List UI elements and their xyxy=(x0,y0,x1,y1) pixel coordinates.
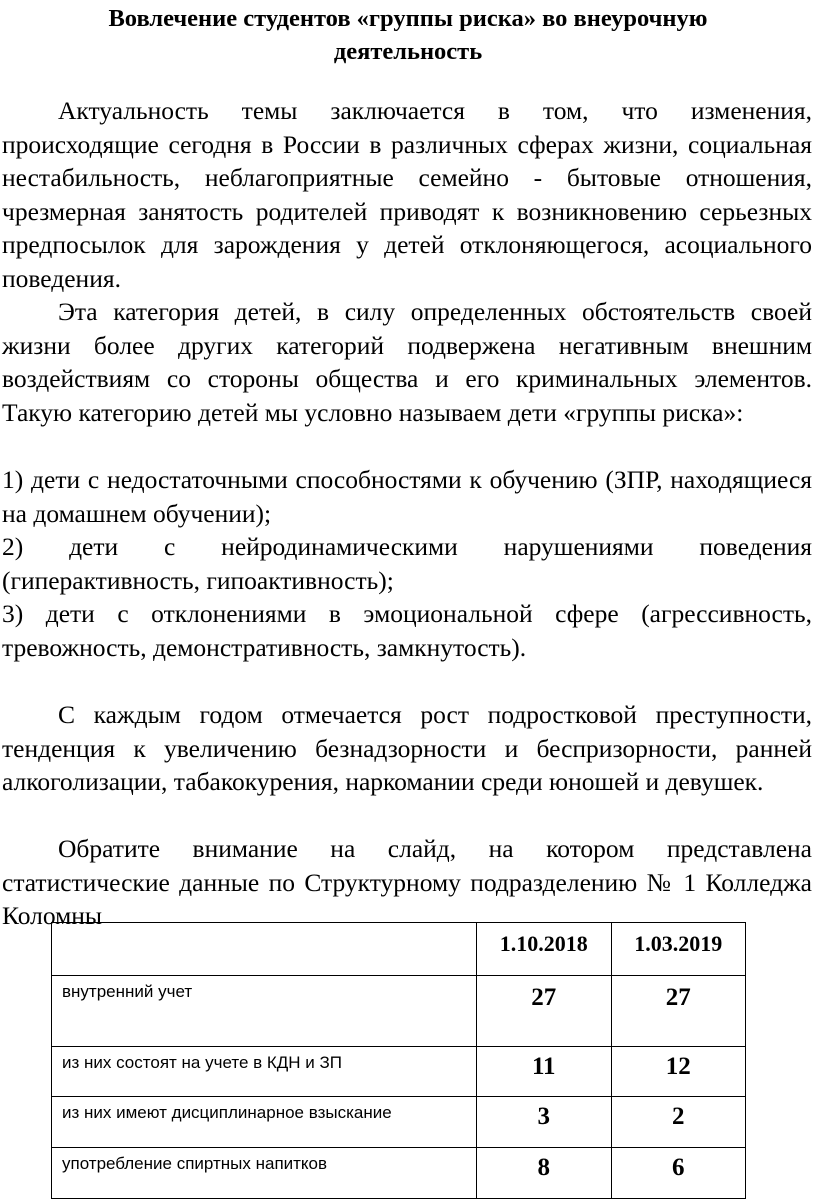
row-value-2018: 27 xyxy=(477,976,612,1047)
table-header-row xyxy=(52,923,746,976)
table-row xyxy=(52,976,746,1047)
row-label: внутренний учет xyxy=(52,976,477,1047)
row-value-2019: 2 xyxy=(611,1097,746,1148)
table-row xyxy=(52,1097,746,1148)
title-line-2: деятельность xyxy=(333,38,483,65)
paragraph-slide: Обратите внимание на слайд, на котором представлена статистические данные по Структурному подразделению № 1 Колледжа Коломны xyxy=(2,834,812,931)
statistics-table xyxy=(51,922,746,1199)
row-value-2019: 6 xyxy=(611,1148,746,1199)
paragraph-relevance: Актуальность темы заключается в том, что изменения, происходящие сегодня в России в различных сферах жизни, социальная нестабильность, неблагоприятные семейно - бытовые отношения, чрезмерная занятость родителей приводят к возникновению серьезных предпосылок для зарождения у детей отклоняющегося, асоциального поведения. xyxy=(2,96,812,293)
row-value-2019: 12 xyxy=(611,1047,746,1097)
document-title xyxy=(0,2,816,68)
table-header-cell xyxy=(52,923,477,976)
row-label: из них состоят на учете в КДН и ЗП xyxy=(52,1047,477,1097)
table-header-cell: 1.10.2018 xyxy=(477,923,612,976)
paragraph-category: Эта категория детей, в силу определенных обстоятельств своей жизни более других категорий подвержена негативным внешним воздействиям со стороны общества и его криминальных элементов. Такую категорию детей мы условно называем дети «группы риска»: xyxy=(2,297,812,427)
row-label: употребление спиртных напитков xyxy=(52,1148,477,1199)
title-line-1: Вовлечение студентов «группы риска» во внеурочную xyxy=(108,5,708,32)
table-row xyxy=(52,1148,746,1199)
row-value-2019: 27 xyxy=(611,976,746,1047)
table-header-cell: 1.03.2019 xyxy=(611,923,746,976)
list-item-1: 1) дети с недостаточными способностями к обучению (ЗПР, находящиеся на домашнем обучении); xyxy=(2,465,812,528)
list-item-2: 2) дети с нейродинамическими нарушениями поведения (гиперактивность, гипоактивность); xyxy=(2,532,812,595)
paragraph-growth: С каждым годом отмечается рост подростковой преступности, тенденция к увеличению безнадзорности и беспризорности, ранней алкоголизации, табакокурения, наркомании среди юношей и девушек. xyxy=(2,700,812,797)
row-value-2018: 8 xyxy=(477,1148,612,1199)
row-value-2018: 3 xyxy=(477,1097,612,1148)
table-row xyxy=(52,1047,746,1097)
row-label: из них имеют дисциплинарное взыскание xyxy=(52,1097,477,1148)
row-value-2018: 11 xyxy=(477,1047,612,1097)
list-item-3: 3) дети с отклонениями в эмоциональной сфере (агрессивность, тревожность, демонстративность, замкнутость). xyxy=(2,599,812,662)
